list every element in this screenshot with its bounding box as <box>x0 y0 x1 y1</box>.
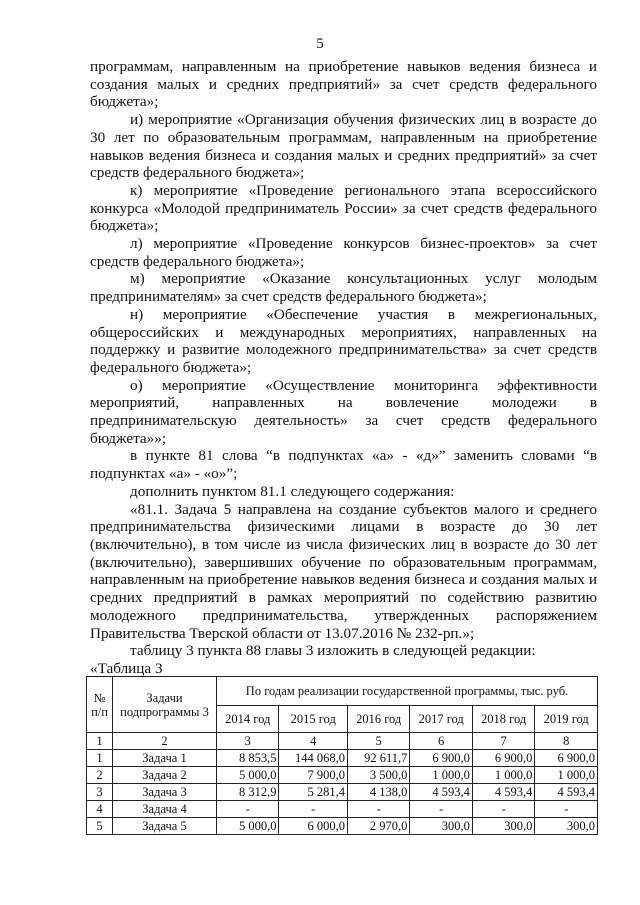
header-year: 2019 год <box>535 706 598 733</box>
paragraph: л) мероприятие «Проведение конкурсов бизнес-проектов» за счет средств федерального бюджета»; <box>90 235 597 270</box>
row-value: - <box>472 801 534 818</box>
row-value: - <box>279 801 347 818</box>
table-row <box>87 801 598 818</box>
row-value: 8 853,5 <box>217 750 279 767</box>
row-task: Задача 5 <box>113 818 217 835</box>
row-value: 6 900,0 <box>535 750 598 767</box>
page-number: 5 <box>316 36 324 52</box>
row-num: 3 <box>87 784 113 801</box>
paragraph: программам, направленным на приобретение навыков ведения бизнеса и создания малых и средних предприятий» за счет средств федерального бюджета»; <box>90 58 597 111</box>
row-value: 6 900,0 <box>472 750 534 767</box>
paragraph: таблицу 3 пункта 88 главы 3 изложить в следующей редакции: <box>130 642 536 660</box>
row-value: 300,0 <box>410 818 472 835</box>
paragraph: «81.1. Задача 5 направлена на создание субъектов малого и среднего предпринимательства физическими лицами в возрасте до 30 лет (включительно), в том числе из числа физических лиц в возрасте до 30 лет (включительно), завершивших обучение по образовательным программам, направленным на приобретение навыков ведения бизнеса и создания малых и средних предприятий в рамках мероприятий по содействию развитию молодежного предпринимательства, утвержденных распоряжением Правительства Тверской области от 13.07.2016 № 232-рп.»; <box>90 500 597 642</box>
row-num: 1 <box>87 750 113 767</box>
row-value: 7 900,0 <box>279 767 347 784</box>
table-row <box>87 784 598 801</box>
row-value: 4 593,4 <box>410 784 472 801</box>
index-row <box>87 733 598 750</box>
header-years-group: По годам реализации государственной программы, тыс. руб. <box>217 677 598 706</box>
row-value: 5 000,0 <box>217 767 279 784</box>
row-value: 1 000,0 <box>410 767 472 784</box>
paragraph: м) мероприятие «Оказание консультационных услуг молодым предпринимателям» за счет средств федерального бюджета»; <box>90 270 597 306</box>
row-value: 144 068,0 <box>279 750 347 767</box>
table-row <box>87 818 598 835</box>
row-value: 4 593,4 <box>535 784 598 801</box>
row-value: 5 000,0 <box>217 818 279 835</box>
row-task: Задача 3 <box>113 784 217 801</box>
paragraph: н) мероприятие «Обеспечение участия в межрегиональных, общероссийских и международных мероприятиях, направленных на поддержку и развитие молодежного предпринимательства» за счет средств федерального бюджета»; <box>90 305 597 376</box>
row-task: Задача 4 <box>113 801 217 818</box>
row-value: 8 312,9 <box>217 784 279 801</box>
table-row <box>87 767 598 784</box>
body-text <box>90 58 597 678</box>
row-num: 4 <box>87 801 113 818</box>
row-num: 2 <box>87 767 113 784</box>
index-cell: 4 <box>279 733 347 750</box>
paragraph: к) мероприятие «Проведение регионального этапа всероссийского конкурса «Молодой предприниматель России» за счет средств федерального бюджета»; <box>90 181 597 235</box>
index-cell: 3 <box>217 733 279 750</box>
row-value: 5 281,4 <box>279 784 347 801</box>
row-value: 6 000,0 <box>279 818 347 835</box>
header-year: 2017 год <box>410 706 472 733</box>
index-cell: 6 <box>410 733 472 750</box>
row-value: - <box>410 801 472 818</box>
row-value: - <box>535 801 598 818</box>
row-value: 1 000,0 <box>535 767 598 784</box>
row-value: 6 900,0 <box>410 750 472 767</box>
row-value: 1 000,0 <box>472 767 534 784</box>
header-tasks: Задачи подпрограммы 3 <box>113 677 217 733</box>
row-value: 3 500,0 <box>347 767 409 784</box>
row-value: 4 593,4 <box>472 784 534 801</box>
row-task: Задача 1 <box>113 750 217 767</box>
row-num: 5 <box>87 818 113 835</box>
table-row <box>87 750 598 767</box>
header-year: 2018 год <box>472 706 534 733</box>
header-year: 2016 год <box>347 706 409 733</box>
header-year: 2014 год <box>217 706 279 733</box>
row-value: 2 970,0 <box>347 818 409 835</box>
paragraph: дополнить пунктом 81.1 следующего содержания: <box>130 482 455 500</box>
header-num: № п/п <box>87 677 113 733</box>
row-value: - <box>347 801 409 818</box>
row-value: 300,0 <box>535 818 598 835</box>
header-year: 2015 год <box>279 706 347 733</box>
row-value: - <box>217 801 279 818</box>
row-value: 4 138,0 <box>347 784 409 801</box>
table-3 <box>86 676 598 835</box>
paragraph: о) мероприятие «Осуществление мониторинга эффективности мероприятий, направленных на вовлечение молодежи в предпринимательскую деятельность» за счет средств федерального бюджета»»; <box>90 376 597 447</box>
index-cell: 7 <box>472 733 534 750</box>
index-cell: 5 <box>347 733 409 750</box>
row-task: Задача 2 <box>113 767 217 784</box>
index-cell: 8 <box>535 733 598 750</box>
row-value: 300,0 <box>472 818 534 835</box>
index-cell: 2 <box>113 733 217 750</box>
paragraph: в пункте 81 слова “в подпунктах «а» - «д»” заменить словами “в подпунктах «а» - «о»”; <box>90 447 597 483</box>
index-cell: 1 <box>87 733 113 750</box>
row-value: 92 611,7 <box>347 750 409 767</box>
paragraph: и) мероприятие «Организация обучения физических лиц в возрасте до 30 лет по образовательным программам, направленным на приобретение навыков ведения бизнеса и создания малых и средних предприятий» за счет средств федерального бюджета»; <box>90 111 597 182</box>
table-caption: «Таблица 3 <box>90 659 163 677</box>
